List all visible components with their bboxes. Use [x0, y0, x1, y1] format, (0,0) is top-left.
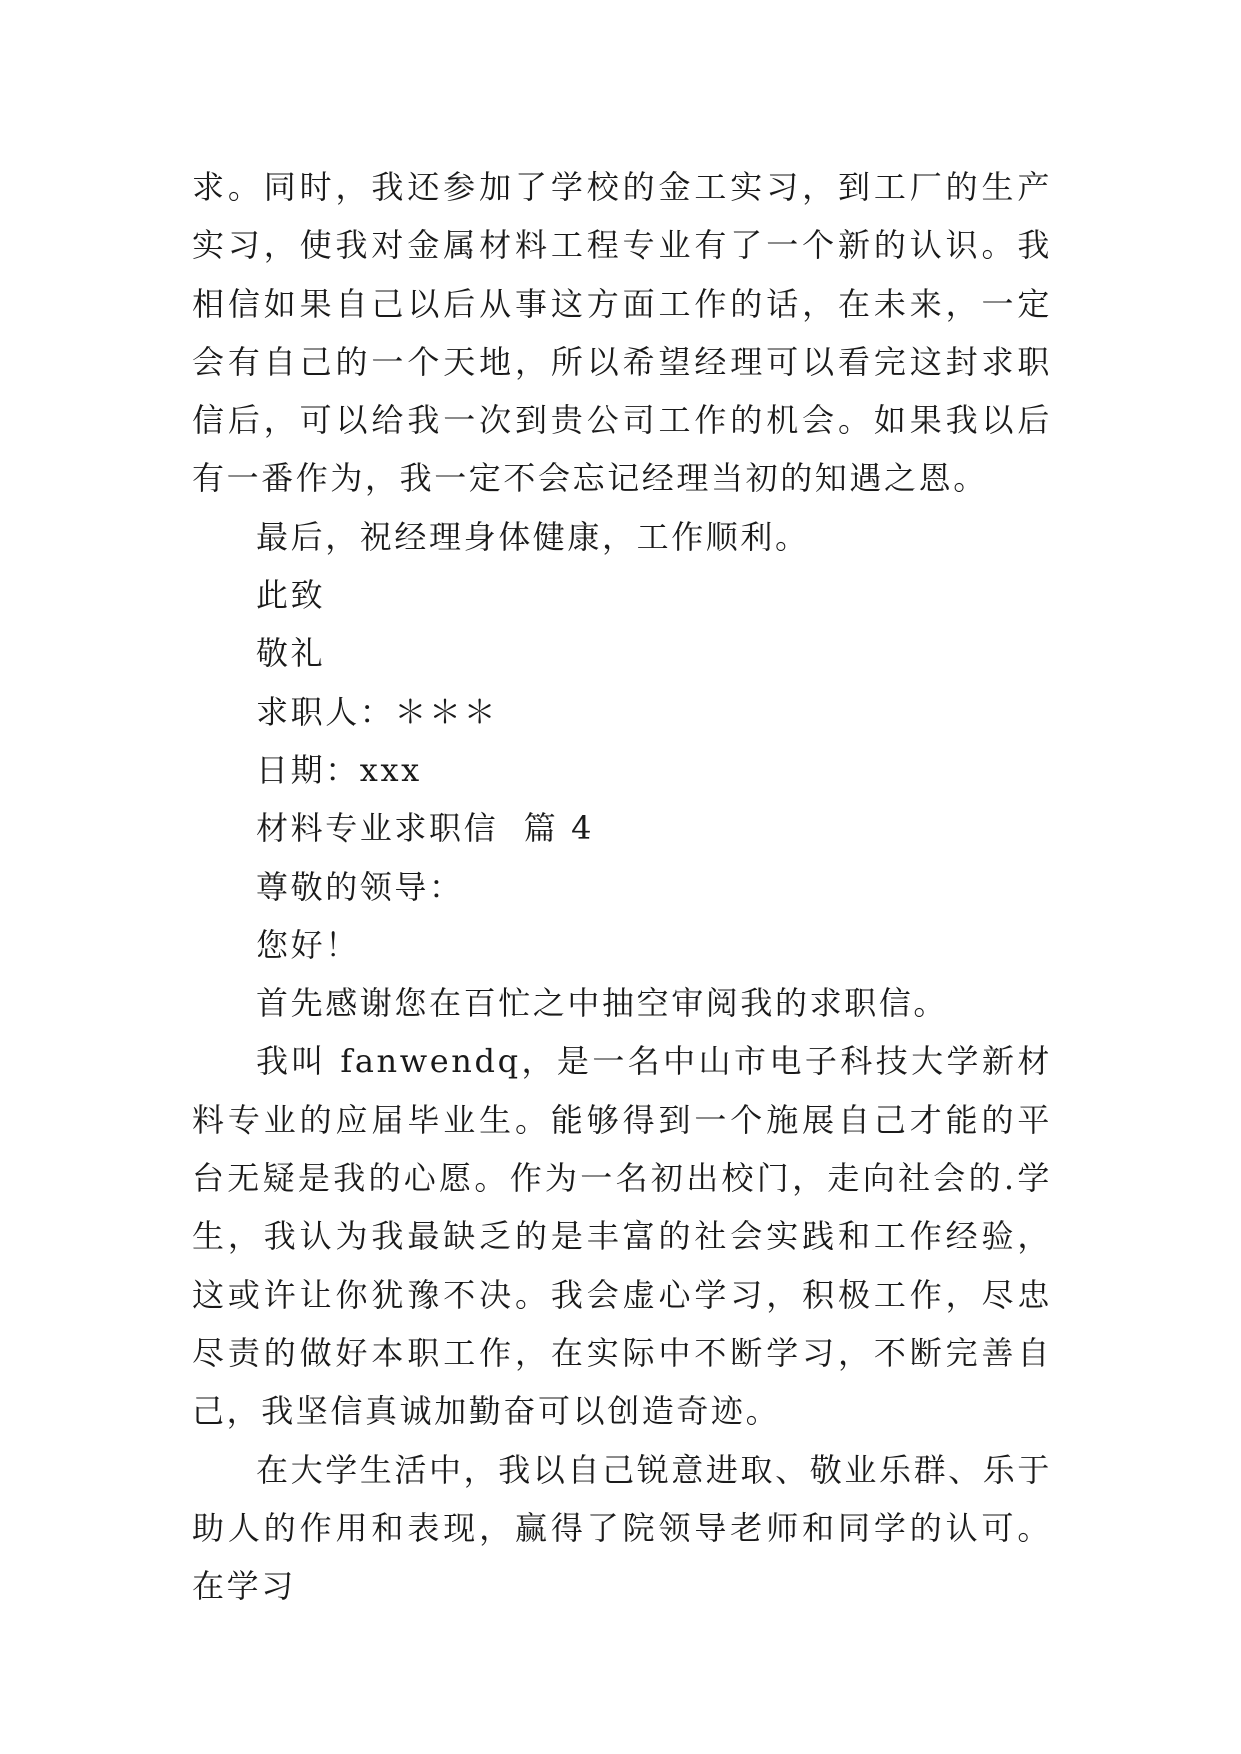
- section-heading: 材料专业求职信 篇 4: [256, 809, 595, 848]
- letter-date: 日期：xxx: [256, 750, 422, 789]
- closing-wish: 最后，祝经理身体健康，工作顺利。: [256, 517, 810, 556]
- greeting: 尊敬的领导：: [256, 867, 464, 906]
- paragraph-continuation: 求。同时，我还参加了学校的金工实习，到工厂的生产实习，使我对金属材料工程专业有了一个新的认识。我相信如果自己以后从事这方面工作的话，在未来，一定会有自己的一个天地，所以希望经理可以看完这封求职信后，可以给我一次到贵公司工作的机会。如果我以后有一番作为，我一定不会忘记经理当初的知遇之恩。: [192, 168, 1052, 498]
- salutation-line-2: 敬礼: [256, 634, 326, 673]
- thanks-line: 首先感谢您在百忙之中抽空审阅我的求职信。: [256, 984, 949, 1023]
- paragraph-intro: 我叫 fanwendq，是一名中山市电子科技大学新材料专业的应届毕业生。能够得到一个施展自己才能的平台无疑是我的心愿。作为一名初出校门，走向社会的.学生，我认为我最缺乏的是丰富的社会实践和工作经验，这或许让你犹豫不决。我会虚心学习，积极工作，尽忠尽责的做好本职工作，在实际中不断学习，不断完善自己，我坚信真诚加勤奋可以创造奇迹。: [192, 1042, 1052, 1431]
- document-body: [192, 158, 1052, 1615]
- hello-line: 您好！: [256, 925, 360, 964]
- paragraph-college: 在大学生活中，我以自己锐意进取、敬业乐群、乐于助人的作用和表现，赢得了院领导老师和同学的认可。在学习: [192, 1450, 1052, 1606]
- salutation-line-1: 此致: [256, 576, 326, 615]
- applicant-signature: 求职人：＊＊＊: [256, 692, 499, 731]
